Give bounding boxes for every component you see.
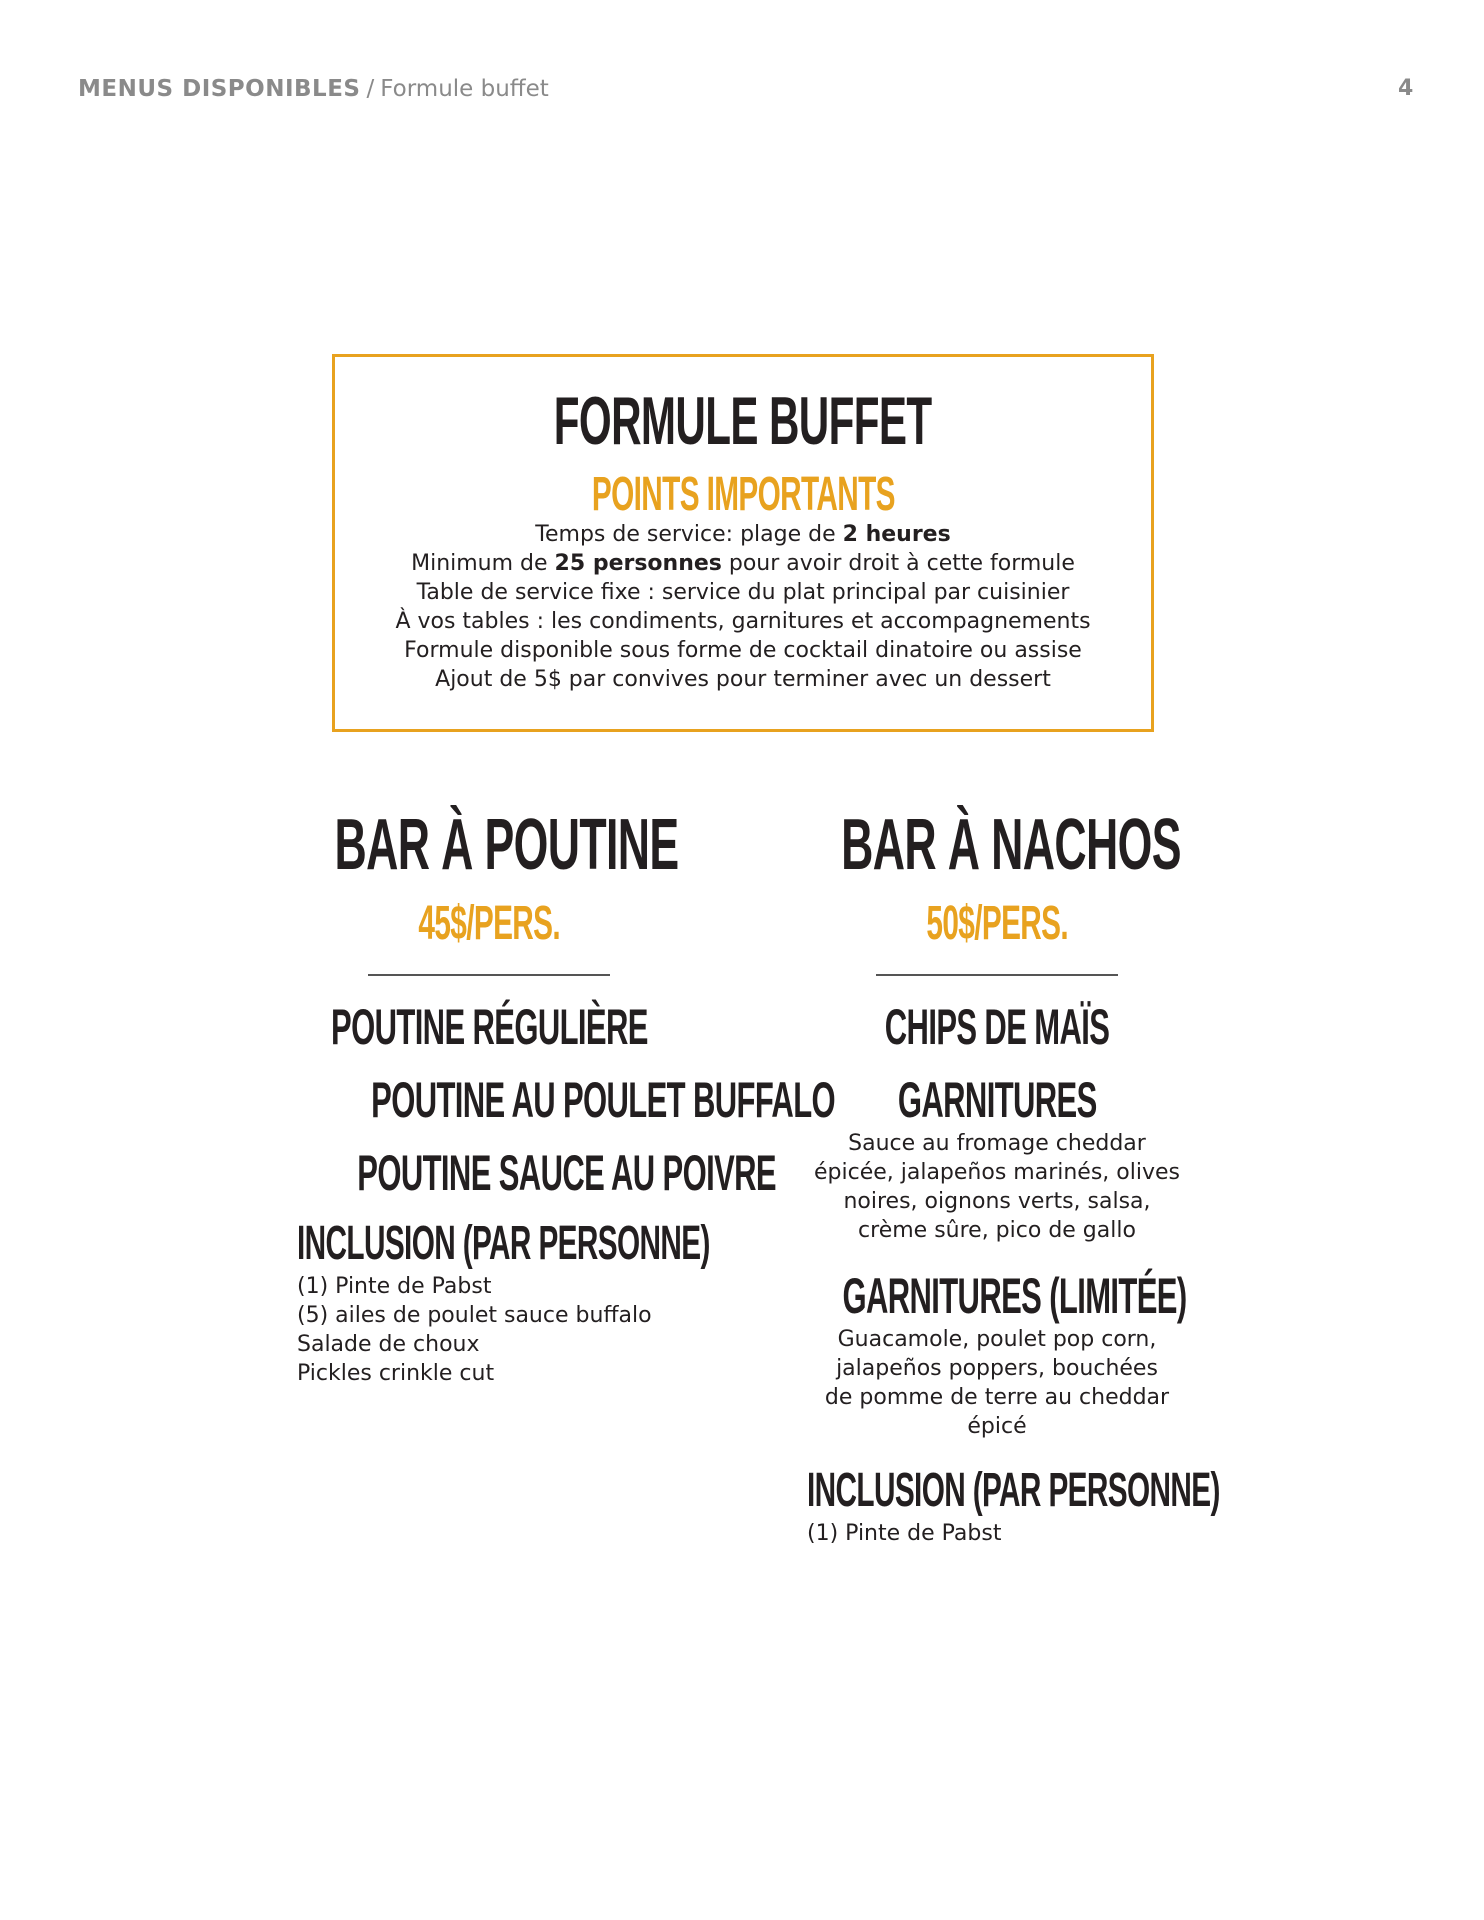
menu-item: POUTINE AU POULET BUFFALO	[371, 1072, 836, 1128]
point-line: Temps de service: plage de 2 heures	[535, 522, 951, 547]
inclusion-item: (5) ailes de poulet sauce buffalo	[297, 1303, 652, 1328]
garnitures-limited-title: GARNITURES (LIMITÉE)	[842, 1268, 1187, 1324]
inclusion-list	[297, 1272, 749, 1388]
inclusion-item: (1) Pinte de Pabst	[297, 1274, 492, 1299]
menu-item: CHIPS DE MAÏS	[884, 999, 1110, 1055]
menu-item: POUTINE RÉGULIÈRE	[330, 999, 648, 1055]
poutine-inclusion-block	[297, 1216, 749, 1388]
poutine-bar-column	[229, 805, 836, 1388]
breadcrumb-separator: /	[366, 76, 375, 102]
inclusion-list	[807, 1519, 1257, 1548]
garnitures-description: Sauce au fromage cheddar épicée, jalapeños marinés, olives noires, oignons verts, salsa, crème sûre, pico de gallo	[813, 1131, 1180, 1243]
garnitures-title: GARNITURES	[897, 1072, 1097, 1128]
box-title: FORMULE BUFFET	[554, 383, 932, 459]
nachos-bar-price: 50$/PERS.	[926, 897, 1068, 950]
breadcrumb	[78, 76, 549, 102]
point-line: Minimum de 25 personnes pour avoir droit à cette formule	[411, 551, 1075, 576]
inclusion-item: Pickles crinkle cut	[297, 1361, 495, 1386]
poutine-bar-title: BAR À POUTINE	[334, 805, 679, 885]
point-line: Table de service fixe : service du plat principal par cuisinier	[416, 580, 1070, 605]
important-points-box	[332, 354, 1154, 732]
inclusion-item: Salade de choux	[297, 1332, 480, 1357]
point-line: À vos tables : les condiments, garnitures et accompagnements	[395, 609, 1091, 634]
breadcrumb-section: MENUS DISPONIBLES	[78, 76, 361, 102]
point-line: Ajout de 5$ par convives pour terminer avec un dessert	[435, 667, 1051, 692]
poutine-bar-price: 45$/PERS.	[418, 897, 560, 950]
divider	[876, 974, 1118, 976]
menu-item: POUTINE SAUCE AU POIVRE	[357, 1145, 776, 1201]
page-number: 4	[1398, 76, 1414, 101]
important-points-list	[335, 520, 1151, 694]
inclusion-title: INCLUSION (PAR PERSONNE)	[297, 1217, 710, 1270]
inclusion-item: (1) Pinte de Pabst	[807, 1521, 1002, 1546]
nachos-bar-column	[737, 805, 1257, 1548]
inclusion-title: INCLUSION (PAR PERSONNE)	[807, 1464, 1220, 1517]
breadcrumb-subsection: Formule buffet	[380, 76, 549, 102]
garnitures-limited-description: Guacamole, poulet pop corn, jalapeños poppers, bouchées de pomme de terre au cheddar épicé	[824, 1327, 1170, 1439]
nachos-bar-title: BAR À NACHOS	[841, 805, 1181, 885]
point-line: Formule disponible sous forme de cocktail dinatoire ou assise	[404, 638, 1082, 663]
divider	[368, 974, 610, 976]
box-subtitle: POINTS IMPORTANTS	[591, 468, 895, 521]
nachos-inclusion-block	[807, 1463, 1257, 1548]
